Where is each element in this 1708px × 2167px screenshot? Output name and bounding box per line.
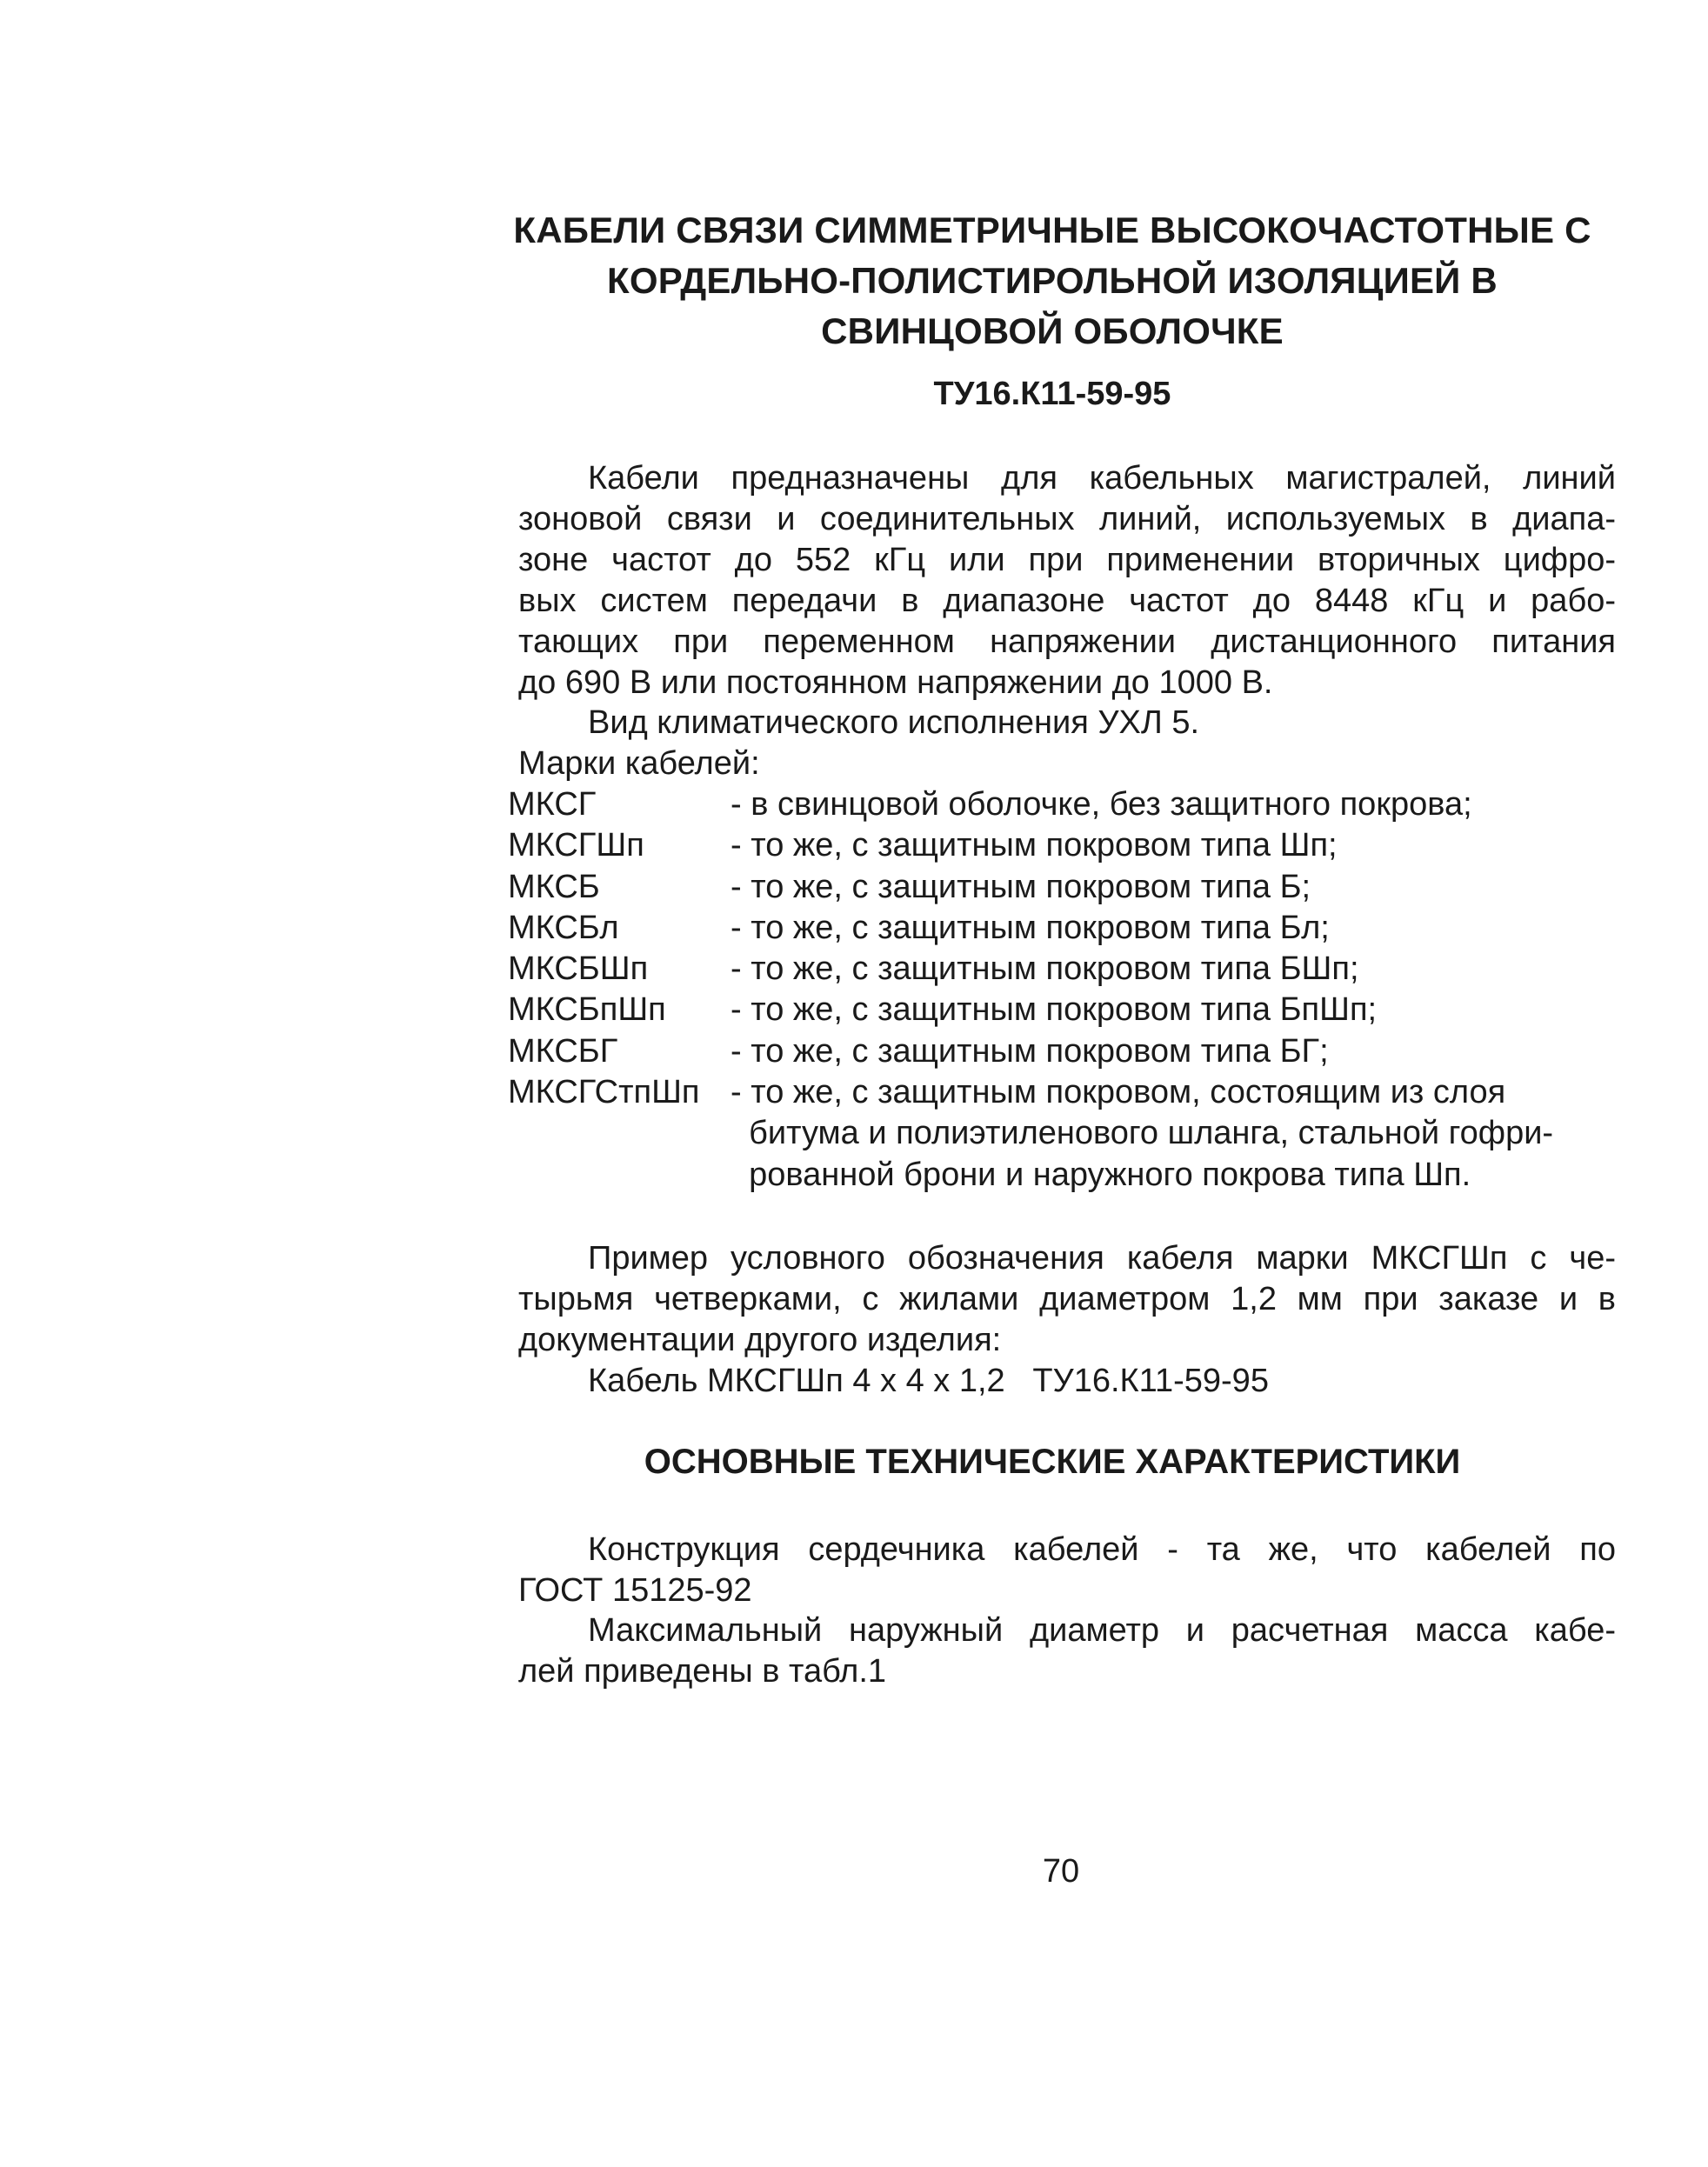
brand-desc-line: - то же, с защитным покровом, состоящим из слоя: [731, 1074, 1506, 1111]
brand-desc: [731, 1031, 1638, 1072]
intro-paragraph: [518, 458, 1616, 703]
document-title: [487, 205, 1618, 357]
title-line: КОРДЕЛЬНО-ПОЛИСТИРОЛЬНОЙ ИЗОЛЯЦИЕЙ В: [607, 260, 1498, 301]
example-line: тырьмя четверками, с жилами диаметром 1,2 мм при заказе и в: [518, 1281, 1616, 1317]
intro-line: зоновой связи и соединительных линий, используемых в диапа-: [518, 501, 1616, 537]
diameter-line: Максимальный наружный диаметр и расчетная масса кабе-: [588, 1612, 1616, 1649]
brand-row: [508, 867, 1638, 908]
intro-line: вых систем передачи в диапазоне частот до 8448 кГц и рабо-: [518, 583, 1616, 619]
intro-line: тающих при переменном напряжении дистанционного питания: [518, 623, 1616, 660]
intro-line: Кабели предназначены для кабельных магистралей, линий: [588, 460, 1616, 497]
brand-desc-line: битума и полиэтиленового шланга, стальной гофри-: [731, 1115, 1554, 1152]
brand-row: [508, 908, 1638, 949]
brand-code: МКСБпШп: [508, 991, 666, 1029]
brand-desc: [731, 949, 1638, 990]
brand-desc-line: - то же, с защитным покровом типа Б;: [731, 868, 1311, 905]
section-heading: ОСНОВНЫЕ ТЕХНИЧЕСКИЕ ХАРАКТЕРИСТИКИ: [644, 1443, 1461, 1481]
brand-row: [508, 990, 1638, 1030]
brand-desc: [731, 784, 1638, 825]
brand-row: [508, 949, 1638, 990]
example-designation: Кабель МКСГШп 4 х 4 х 1,2 ТУ16.К11-59-95: [588, 1363, 1269, 1399]
brand-desc-line: - то же, с защитным покровом типа Бл;: [731, 909, 1330, 946]
diameter-paragraph: [518, 1610, 1616, 1692]
brand-desc-line: - в свинцовой оболочке, без защитного покрова;: [731, 786, 1472, 823]
construction-line: Конструкция сердечника кабелей - та же, что кабелей по: [588, 1531, 1616, 1568]
title-line: СВИНЦОВОЙ ОБОЛОЧКЕ: [821, 310, 1284, 351]
brand-row: [508, 825, 1638, 866]
brand-code: МКСГСтпШп: [508, 1074, 700, 1111]
example-line: документации другого изделия:: [518, 1322, 1002, 1358]
brand-code: МКСГ: [508, 786, 597, 823]
brand-desc-line: - то же, с защитным покровом типа Шп;: [731, 827, 1338, 864]
brand-desc: [731, 1072, 1638, 1196]
brand-desc-line: - то же, с защитным покровом типа БпШп;: [731, 991, 1378, 1029]
page-number: 70: [1042, 1853, 1080, 1890]
brand-desc-line: - то же, с защитным покровом типа БГ;: [731, 1032, 1329, 1070]
intro-line: зоне частот до 552 кГц или при применении вторичных цифро-: [518, 542, 1616, 578]
brand-desc-line: - то же, с защитным покровом типа БШп;: [731, 950, 1359, 988]
brand-code: МКСБ: [508, 868, 600, 905]
diameter-line: лей приведены в табл.1: [518, 1653, 887, 1690]
example-paragraph: [518, 1238, 1616, 1402]
brand-code: МКСБГ: [508, 1032, 618, 1070]
brand-row: [508, 1031, 1638, 1072]
brands-label-line: Марки кабелей:: [518, 745, 760, 782]
brand-desc: [731, 908, 1638, 949]
intro-line: до 690 В или постоянном напряжении до 1000 В.: [518, 664, 1273, 701]
construction-line: ГОСТ 15125-92: [518, 1572, 752, 1609]
example-line: Пример условного обозначения кабеля марки МКСГШп с че-: [588, 1240, 1616, 1277]
construction-paragraph: [518, 1530, 1616, 1611]
climate-paragraph: [518, 703, 1616, 743]
title-line: КАБЕЛИ СВЯЗИ СИММЕТРИЧНЫЕ ВЫСОКОЧАСТОТНЫЕ С: [513, 210, 1591, 250]
brands-label: [518, 743, 1616, 784]
brand-code: МКСБл: [508, 909, 619, 946]
brand-row: [508, 784, 1638, 825]
brand-code: МКСГШп: [508, 827, 644, 864]
brand-desc: [731, 825, 1638, 866]
brand-desc: [731, 990, 1638, 1030]
brand-desc: [731, 867, 1638, 908]
spec-number: ТУ16.К11-59-95: [933, 376, 1171, 412]
brands-list: [508, 784, 1638, 1196]
climate-line: Вид климатического исполнения УХЛ 5.: [588, 704, 1200, 741]
brand-code: МКСБШп: [508, 950, 649, 988]
brand-row: [508, 1072, 1638, 1196]
brand-desc-line: рованной брони и наружного покрова типа Шп.: [731, 1156, 1471, 1193]
